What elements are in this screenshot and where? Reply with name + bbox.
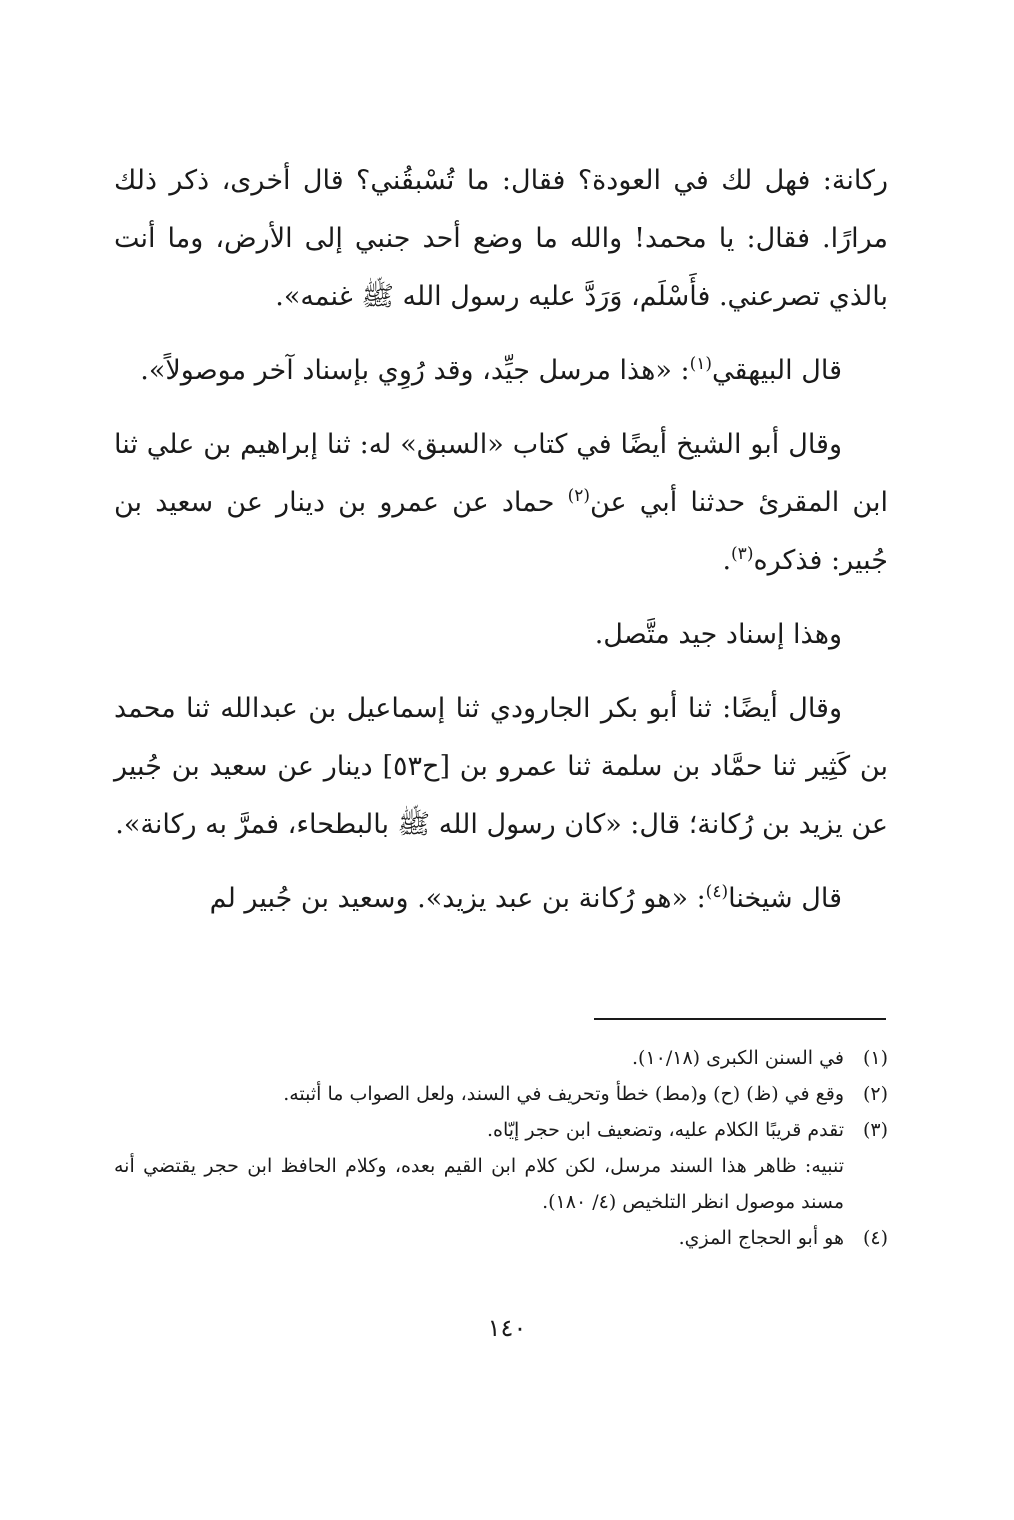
paragraph-text: : «هذا مرسل جيِّد، وقد رُوِي بإسناد آخر موصولاً».: [140, 355, 690, 386]
footnote-number: (١): [862, 1047, 888, 1069]
footnote-text: في السنن الكبرى (١٠/١٨).: [631, 1047, 844, 1069]
paragraph-text: وقال أبو الشيخ أيضًا في كتاب «السبق» له: ثنا إبراهيم بن علي ثنا ابن المقرئ حدثنا أبي عن: [114, 429, 888, 518]
paragraph-text: حماد عن عمرو بن دينار عن سعيد بن جُبير: فذكره: [114, 487, 888, 576]
footnote-number: (٤): [862, 1227, 888, 1249]
footnote-1: [114, 1040, 888, 1076]
footnote-text: وقع في (ظ) (ح) و(مط) خطأ وتحريف في السند، ولعل الصواب ما أثبته.: [283, 1083, 844, 1105]
footnote-ref-2: (٢): [567, 486, 590, 506]
paragraph-6: [114, 870, 888, 928]
paragraph-text: قال البيهقي: [712, 355, 842, 386]
footnote-ref-4: (٤): [705, 882, 729, 902]
footnote-4: [114, 1220, 888, 1256]
footnote-text: هو أبو الحجاج المزي.: [678, 1227, 844, 1249]
paragraph-text: وقال أيضًا: ثنا أبو بكر الجارودي ثنا إسماعيل بن عبدالله ثنا محمد بن كَثِير ثنا حمَّاد بن سلمة ثنا عمرو بن [ح٥٣] دينار عن سعيد بن جُبير عن يزيد بن رُكانة؛ قال: «كان رسول الله ﷺ بالبطحاء، فمرَّ به ركانة».: [114, 693, 888, 840]
paragraph-1: [114, 152, 888, 326]
footnote-text: تنبيه: ظاهر هذا السند مرسل، لكن كلام ابن القيم بعده، وكلام الحافظ ابن حجر يقتضي أنه مسند موصول انظر التلخيص (٤/ ١٨٠).: [114, 1155, 844, 1213]
footnote-ref-1: (١): [689, 354, 713, 374]
footnote-3: [114, 1112, 888, 1148]
paragraph-text: .: [722, 545, 732, 576]
footnote-3-note: [114, 1148, 888, 1220]
paragraph-3: [114, 416, 888, 590]
footnote-text: تقدم قريبًا الكلام عليه، وتضعيف ابن حجر إيّاه.: [486, 1119, 844, 1141]
paragraph-text: وهذا إسناد جيد متَّصل.: [594, 619, 842, 650]
paragraph-text: : «هو رُكانة بن عبد يزيد». وسعيد بن جُبير لم: [209, 883, 706, 914]
footnote-number: (٣): [862, 1119, 888, 1141]
paragraph-5: [114, 680, 888, 854]
footnote-divider: [594, 1018, 886, 1020]
main-text: [114, 152, 888, 944]
paragraph-text: ركانة: فهل لك في العودة؟ فقال: ما تُسْبقُني؟ قال أخرى، ذكر ذلك مرارًا. فقال: يا محمد! والله ما وضع أحد جنبي إلى الأرض، وما أنت بالذي تصرعني. فأَسْلَم، وَرَدَّ عليه رسول الله ﷺ غنمه».: [114, 165, 888, 312]
paragraph-4: [114, 606, 888, 664]
footnotes: [114, 1040, 888, 1256]
paragraph-text: قال شيخنا: [728, 883, 842, 914]
page-number: ١٤٠: [487, 1314, 527, 1342]
footnote-number: (٢): [862, 1083, 888, 1105]
paragraph-2: [114, 342, 888, 400]
footnote-2: [114, 1076, 888, 1112]
footnote-ref-3: (٣): [731, 544, 754, 564]
